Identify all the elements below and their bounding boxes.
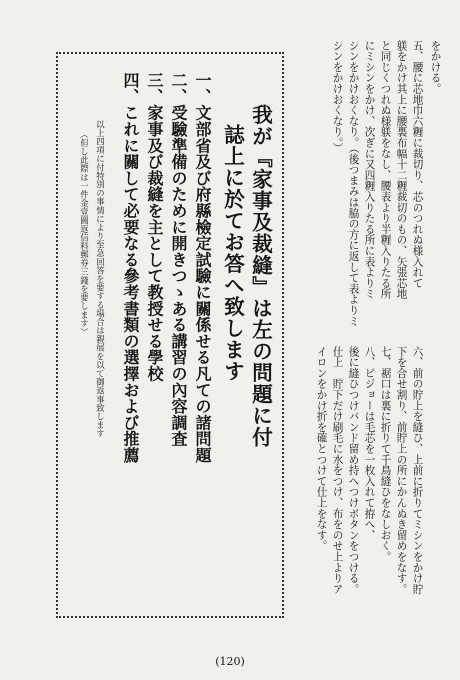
notice-heading: 我が『家事及裁縫』は左の問題に付 [248,104,273,448]
sewing-line: シンをかけおくなり。） [331,40,344,154]
page-number: (120) [215,655,245,668]
notice-item: 二、受驗準備のために開きつゝある講習の內容調査 [169,72,188,447]
notice-item: 一、文部省及び府縣檢定試驗に關係せる凡ての諸問題 [193,72,212,464]
sewing-line: 躾をかけ其上に腰裏布幅十二糎裁切のもの、矢張芯地 [395,40,408,300]
sewing-line: 後に縫ひつけバンド留め持へつけボタンをつける。 [347,346,360,595]
sewing-line: 六、前の貯上を縫ひ、上前に折りてミシンをかけ貯 [411,346,424,595]
notice-footnote: （但し此際は一件金壹圓返信料郵券三錢を要します） [79,130,90,337]
sewing-line: にミシンをかけ、次ぎに又四糎入りたる所に表よりミ [363,40,376,300]
sewing-line: シンをかけおくなり。（後つまみは脇の方に返して表よりミ [347,40,360,327]
sewing-line: をかける。 [429,40,442,94]
notice-item: 四、これに關して必要なる參考書類の選擇および推薦 [121,72,140,464]
sewing-line: イロンをかけ折を確とつけて仕上をなす。 [315,346,328,552]
sewing-line: 五、腰に芯地巾六糎に裁切り、芯のつれぬ様入れて [411,40,424,289]
sewing-line: 下を合せ割り、前貯上の所にかんぬき留めをなす。 [395,346,408,595]
notice-footnote: 以上四項に付特別の事情により至急回答を要する場合は親展を以て御返事致します [95,120,106,438]
notice-heading: 誌上に於てお答へ致します [220,124,245,382]
sewing-line: と同じくつれぬ様躾をなし、腰表より半糎入りたる所 [379,40,392,300]
notice-item: 三、家事及び裁縫を主として教授せる學校 [145,72,164,382]
sewing-line: 七、裾口は裏に折りて千鳥縫ひをなしおく。 [379,346,392,562]
sewing-line: 仕上 貯下だけ刷毛に水をつけ、布をのせ上よりア [331,346,344,595]
sewing-line: 八、ピジョーは毛芯を一枚入れて拵へ、 [363,346,376,541]
